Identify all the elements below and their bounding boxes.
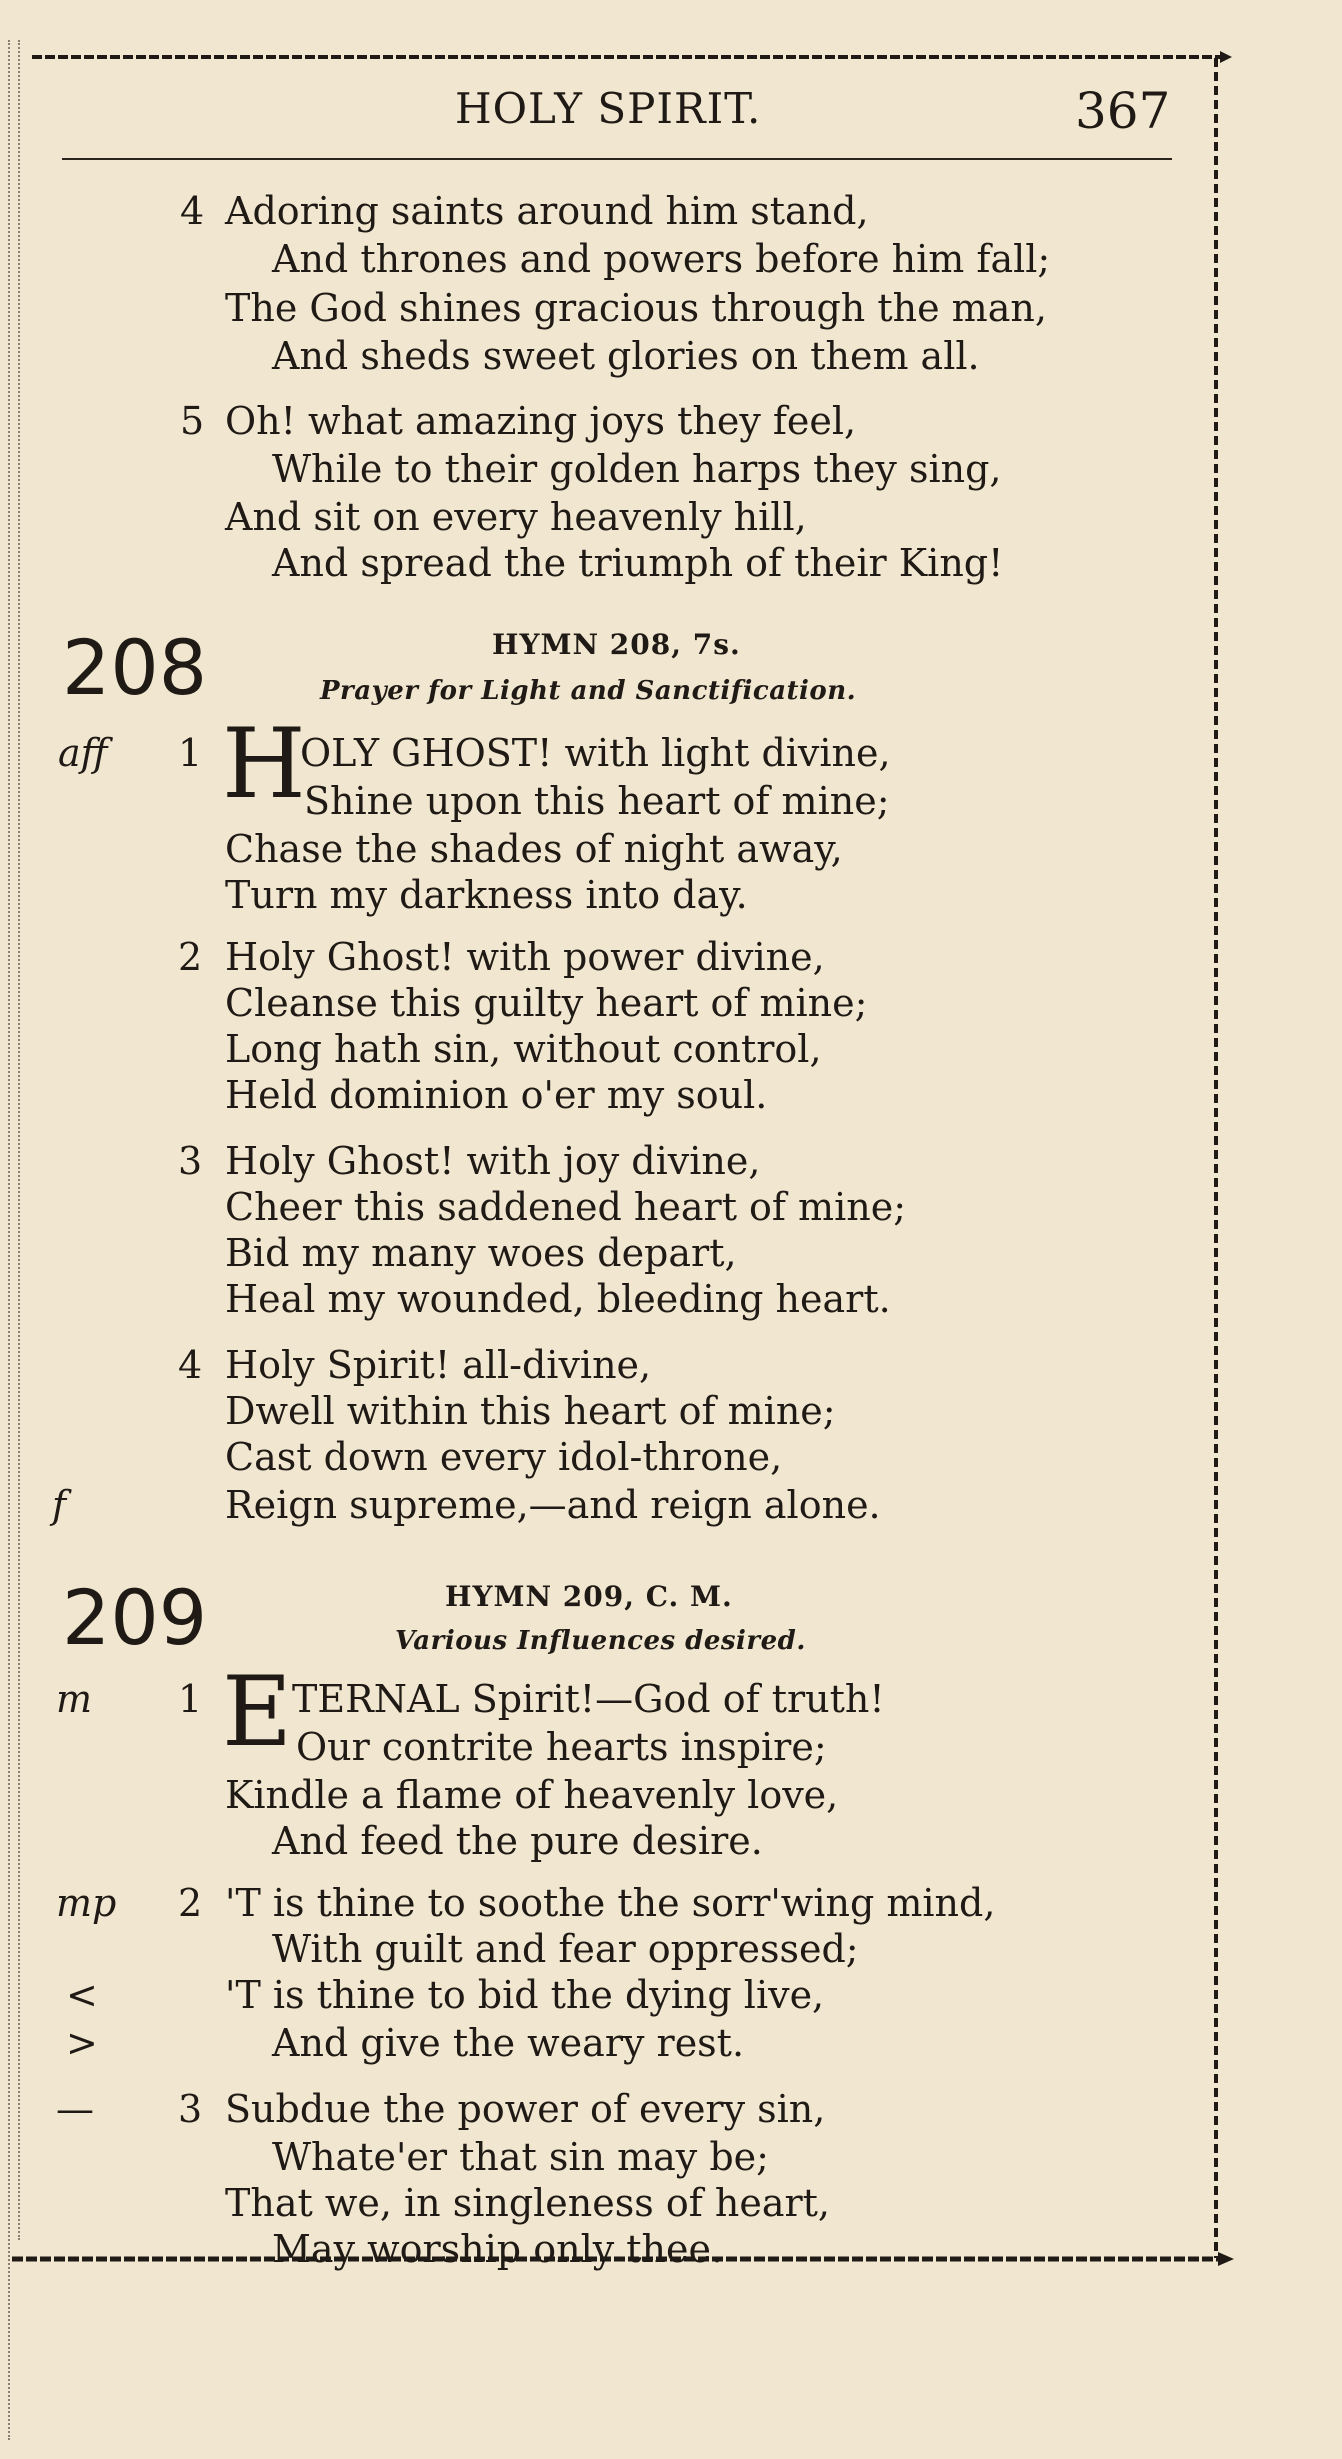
- verse-line: Held dominion o'er my soul.: [225, 1073, 768, 1117]
- verse-number: 3: [178, 1139, 203, 1183]
- hymn-subtitle: Various Influences desired.: [395, 1626, 806, 1656]
- verse-line: Holy Ghost! with joy divine,: [225, 1139, 761, 1183]
- hymn-number: 209: [62, 1573, 208, 1662]
- drop-capital: H: [222, 708, 306, 820]
- page-edge-rule: [8, 40, 10, 2440]
- verse-line: 'T is thine to bid the dying live,: [225, 1973, 825, 2017]
- verse-line: Adoring saints around him stand,: [225, 189, 869, 233]
- verse-line: That we, in singleness of heart,: [225, 2181, 830, 2225]
- dynamic-marking: mp: [56, 1881, 117, 1925]
- verse-number: 5: [180, 399, 205, 443]
- verse-line: Subdue the power of every sin,: [225, 2087, 826, 2131]
- verse-line: May worship only thee.: [272, 2227, 724, 2271]
- verse-line: With guilt and fear oppressed;: [272, 1927, 859, 1971]
- verse-line: Oh! what amazing joys they feel,: [225, 399, 857, 443]
- verse-number: 3: [178, 2087, 203, 2131]
- header-rule: [62, 158, 1172, 160]
- verse-line: Heal my wounded, bleeding heart.: [225, 1277, 891, 1321]
- diminuendo-marking: >: [66, 2021, 98, 2065]
- verse-line: Our contrite hearts inspire;: [296, 1725, 827, 1769]
- verse-line: 'T is thine to soothe the sorr'wing mind,: [225, 1881, 996, 1925]
- verse-line: Holy Ghost! with power divine,: [225, 935, 825, 979]
- verse-line: Holy Spirit! all-divine,: [225, 1343, 652, 1387]
- hymn-heading: HYMN 209, C. M.: [445, 1580, 733, 1613]
- verse-line: And sit on every heavenly hill,: [225, 495, 807, 539]
- hymn-subtitle: Prayer for Light and Sanctification.: [320, 676, 857, 706]
- verse-number: 4: [180, 189, 205, 233]
- verse-line: Whate'er that sin may be;: [272, 2135, 769, 2179]
- verse-number: 1: [178, 1677, 203, 1721]
- dynamic-marking: m: [56, 1677, 93, 1721]
- verse-line: TERNAL Spirit!—God of truth!: [292, 1677, 885, 1721]
- pause-marking: —: [56, 2087, 94, 2131]
- verse-line: And thrones and powers before him fall;: [272, 237, 1051, 281]
- verse-line: Turn my darkness into day.: [225, 873, 748, 917]
- page-edge-rule: [18, 40, 20, 2240]
- page-number: 367: [1075, 82, 1171, 140]
- hymn-heading: HYMN 208, 7s.: [492, 628, 741, 661]
- verse-line: Cast down every idol-throne,: [225, 1435, 783, 1479]
- verse-line: And give the weary rest.: [272, 2021, 745, 2065]
- verse-line: Bid my many woes depart,: [225, 1231, 737, 1275]
- verse-line: Cheer this saddened heart of mine;: [225, 1185, 907, 1229]
- drop-capital: E: [222, 1656, 293, 1768]
- hymn-number: 208: [62, 623, 208, 712]
- verse-number: 4: [178, 1343, 203, 1387]
- verse-line: Cleanse this guilty heart of mine;: [225, 981, 868, 1025]
- verse-line: And feed the pure desire.: [272, 1819, 763, 1863]
- verse-line: Chase the shades of night away,: [225, 827, 843, 871]
- verse-line: OLY GHOST! with light divine,: [300, 731, 891, 775]
- ornamental-border-right: [1204, 58, 1228, 2258]
- verse-line: Reign supreme,—and reign alone.: [225, 1483, 881, 1527]
- running-head-title: HOLY SPIRIT.: [455, 84, 762, 133]
- verse-line: And spread the triumph of their King!: [272, 541, 1004, 585]
- verse-number: 2: [178, 935, 203, 979]
- verse-line: And sheds sweet glories on them all.: [272, 334, 980, 378]
- verse-line: Shine upon this heart of mine;: [304, 779, 890, 823]
- verse-line: Long hath sin, without control,: [225, 1027, 822, 1071]
- verse-number: 1: [178, 731, 203, 775]
- verse-line: Kindle a flame of heavenly love,: [225, 1773, 839, 1817]
- crescendo-marking: <: [66, 1973, 98, 2017]
- verse-number: 2: [178, 1881, 203, 1925]
- ornamental-border-top: [32, 50, 1232, 64]
- dynamic-marking: aff: [58, 731, 108, 775]
- dynamic-marking: f: [52, 1483, 67, 1527]
- verse-line: The God shines gracious through the man,: [225, 286, 1047, 330]
- verse-line: Dwell within this heart of mine;: [225, 1389, 836, 1433]
- verse-line: While to their golden harps they sing,: [272, 447, 1002, 491]
